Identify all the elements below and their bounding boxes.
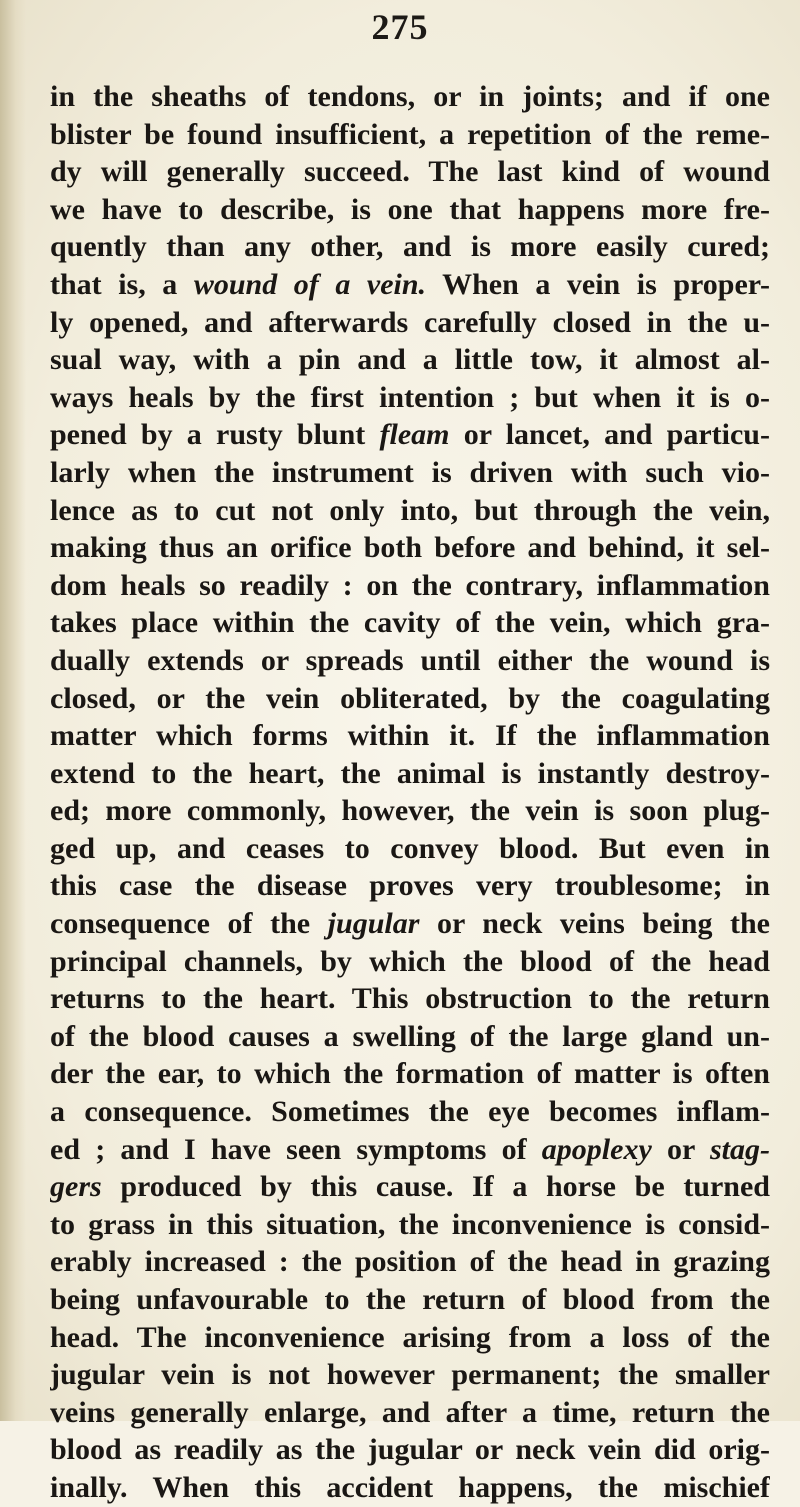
text-segment: matter which forms within it. If the inflammation [50, 719, 770, 753]
italic-term: gers [50, 1170, 102, 1204]
text-segment: veins generally enlarge, and after a time, return the [50, 1395, 770, 1429]
italic-term: wound of a vein. [193, 267, 427, 301]
text-segment: closed, or the vein obliterated, by the coagulating [50, 681, 770, 715]
text-line [50, 228, 770, 266]
text-segment: that is, a [50, 267, 194, 301]
text-segment: ged up, and ceases to convey blood. But even in [50, 831, 770, 865]
text-line [50, 1168, 770, 1206]
text-segment: takes place within the cavity of the vein, which gra- [50, 606, 770, 640]
text-line [50, 642, 770, 680]
text-line [50, 1018, 770, 1056]
text-segment: dom heals so readily : on the contrary, inflammation [50, 568, 770, 602]
text-segment: lence as to cut not only into, but through the vein, [50, 493, 770, 527]
italic-term: stag- [709, 1132, 770, 1166]
text-segment: blood as readily as the jugular or neck vein did orig- [50, 1433, 770, 1467]
text-segment: ed; more commonly, however, the vein is soon plug- [50, 794, 770, 828]
text-line [50, 266, 770, 304]
text-segment: jugular vein is not however permanent; the smaller [50, 1358, 770, 1392]
text-segment: returns to the heart. This obstruction to the return [50, 982, 770, 1016]
page-number: 275 [371, 7, 429, 47]
text-segment: quently than any other, and is more easily cured; [50, 230, 770, 264]
text-line [50, 1206, 770, 1244]
text-line [50, 1431, 770, 1469]
text-line [50, 379, 770, 417]
text-segment: dy will generally succeed. The last kind of wound [50, 155, 770, 189]
text-line [50, 905, 770, 943]
text-line [50, 943, 770, 981]
text-segment: produced by this cause. If a horse be turned [101, 1170, 770, 1204]
text-line [50, 792, 770, 830]
text-segment: erably increased : the position of the head in grazing [50, 1245, 770, 1279]
page-edge-shadow [0, 0, 26, 1421]
text-line [50, 191, 770, 229]
text-line [50, 604, 770, 642]
italic-term: apoplexy [541, 1132, 652, 1166]
italic-term: jugular [327, 907, 420, 941]
text-segment: inally. When this accident happens, the mischief [50, 1470, 770, 1504]
text-line [50, 755, 770, 793]
text-segment: When a vein is proper- [426, 267, 770, 301]
text-line [50, 1469, 770, 1507]
text-line [50, 341, 770, 379]
text-line [50, 1055, 770, 1093]
italic-term: fleam [379, 418, 450, 452]
text-segment: ly opened, and afterwards carefully closed in the u- [50, 305, 770, 339]
text-segment: in the sheaths of tendons, or in joints; and if one [50, 80, 770, 113]
text-line [50, 304, 770, 342]
text-line [50, 116, 770, 154]
text-line [50, 153, 770, 191]
text-segment: being unfavourable to the return of blood from the [50, 1283, 770, 1316]
text-line [50, 492, 770, 530]
text-segment: pened by a rusty blunt [50, 418, 380, 452]
text-segment: a consequence. Sometimes the eye becomes inflam- [50, 1095, 770, 1129]
text-line [50, 830, 770, 868]
text-segment: sual way, with a pin and a little tow, it almost al- [50, 343, 770, 377]
text-segment: to grass in this situation, the inconvenience is consid- [50, 1207, 770, 1241]
text-segment: head. The inconvenience arising from a loss of the [50, 1320, 770, 1354]
text-segment: this case the disease proves very troublesome; in [50, 869, 770, 903]
text-line [50, 416, 770, 454]
text-line [50, 529, 770, 567]
text-line [50, 1394, 770, 1432]
text-line [50, 1319, 770, 1357]
text-segment: of the blood causes a swelling of the large gland un- [50, 1019, 770, 1053]
text-line [50, 1281, 770, 1319]
text-line [50, 867, 770, 905]
text-line [50, 78, 770, 116]
text-line [50, 717, 770, 755]
text-segment: or [651, 1132, 710, 1166]
text-line [50, 567, 770, 605]
text-segment: blister be found insufficient, a repetition of the reme- [50, 117, 770, 151]
text-segment: der the ear, to which the formation of matter is often [50, 1057, 770, 1091]
text-segment: we have to describe, is one that happens more fre- [50, 192, 770, 226]
text-line [50, 1356, 770, 1394]
text-segment: ways heals by the first intention ; but when it is o- [50, 380, 770, 414]
text-line [50, 980, 770, 1018]
text-segment: or neck veins being the [419, 907, 770, 941]
text-segment: ed ; and I have seen symptoms of [50, 1132, 542, 1166]
text-line [50, 680, 770, 718]
text-segment: larly when the instrument is driven with such vio- [50, 455, 770, 489]
text-segment: dually extends or spreads until either the wound is [50, 643, 770, 677]
text-segment: or lancet, and particu- [449, 418, 770, 452]
text-line [50, 1093, 770, 1131]
text-line [50, 1131, 770, 1169]
text-segment: extend to the heart, the animal is instantly destroy- [50, 756, 770, 790]
body-text [50, 78, 770, 1507]
text-line [50, 1243, 770, 1281]
text-line [50, 454, 770, 492]
text-segment: consequence of the [50, 907, 328, 941]
text-segment: principal channels, by which the blood of the head [50, 944, 770, 978]
text-segment: making thus an orifice both before and behind, it sel- [50, 531, 770, 565]
